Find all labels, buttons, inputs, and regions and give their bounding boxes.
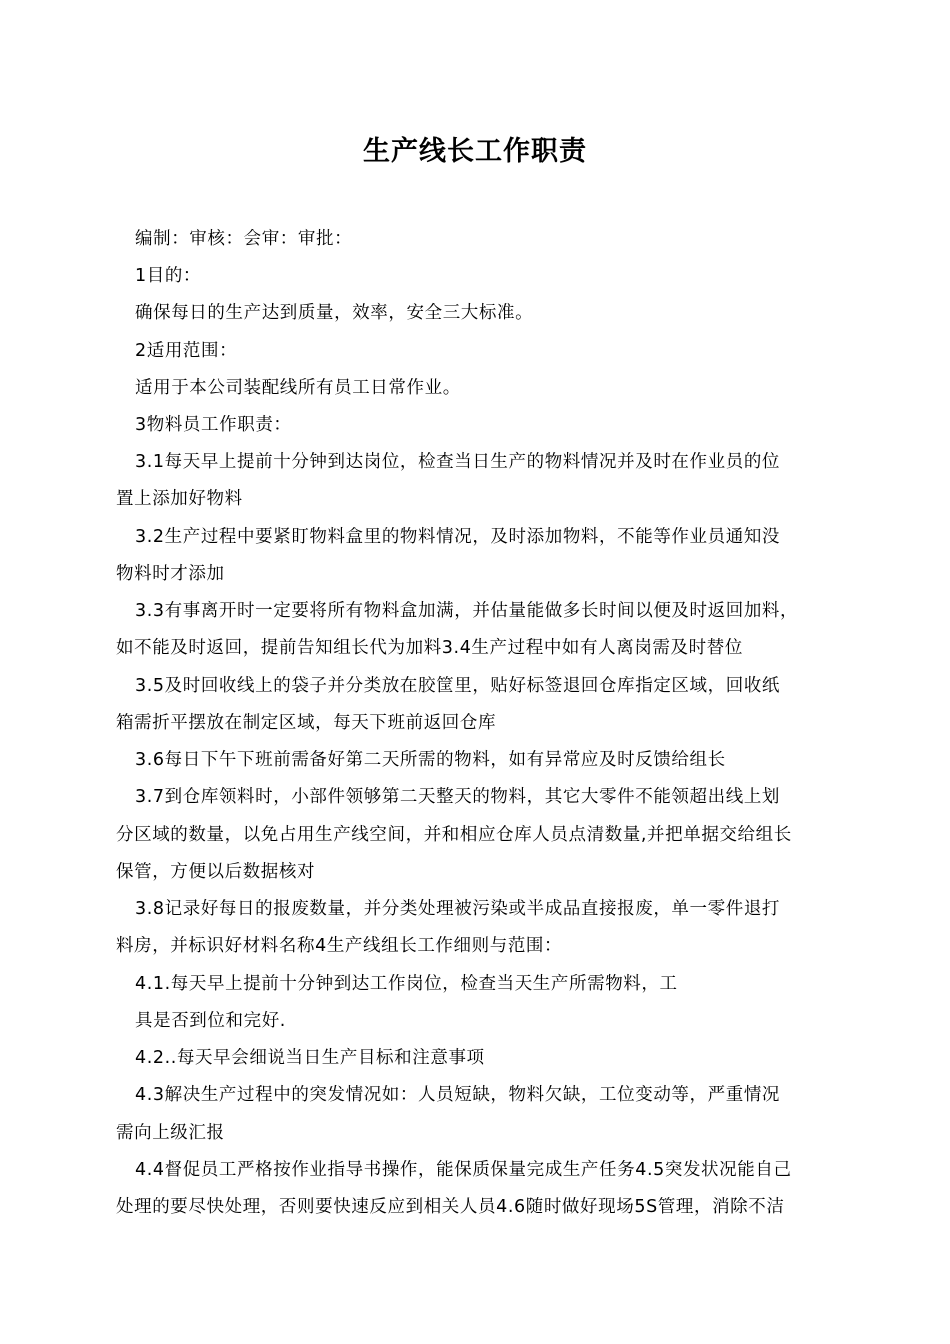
paragraph-line: 3.3有事离开时一定要将所有物料盒加满，并估量能做多长时间以便及时返回加料， (135, 601, 799, 621)
paragraph-line: 如不能及时返回，提前告知组长代为加料3.4生产过程中如有人离岗需及时替位 (116, 638, 743, 658)
paragraph-line: 4.4督促员工严格按作业指导书操作，能保质保量完成生产任务4.5突发状况能自己 (135, 1160, 792, 1180)
paragraph-line: 3.1每天早上提前十分钟到达岗位，检查当日生产的物料情况并及时在作业员的位 (135, 452, 781, 472)
paragraph-line: 4.1.每天早上提前十分钟到达工作岗位，检查当天生产所需物料，工 (135, 974, 678, 994)
paragraph-line: 置上添加好物料 (116, 489, 243, 509)
paragraph-line: 适用于本公司装配线所有员工日常作业。 (135, 378, 461, 398)
paragraph-line: 3.6每日下午下班前需备好第二天所需的物料，如有异常应及时反馈给组长 (135, 750, 726, 770)
paragraph-line: 具是否到位和完好. (135, 1011, 286, 1031)
paragraph-line: 料房，并标识好材料名称4生产线组长工作细则与范围： (116, 936, 563, 956)
paragraph-line: 箱需折平摆放在制定区域，每天下班前返回仓库 (116, 713, 497, 733)
paragraph-line: 4.2..每天早会细说当日生产目标和注意事项 (135, 1048, 485, 1068)
paragraph-line: 处理的要尽快处理，否则要快速反应到相关人员4.6随时做好现场5S管理，消除不洁 (116, 1197, 785, 1217)
paragraph-line: 3.8记录好每日的报废数量，并分类处理被污染或半成品直接报废，单一零件退打 (135, 899, 781, 919)
approval-line: 编制：审核：会审：审批： (135, 229, 353, 249)
paragraph-line: 确保每日的生产达到质量，效率，安全三大标准。 (135, 303, 534, 323)
paragraph-line: 保管，方便以后数据核对 (116, 862, 316, 882)
paragraph-line: 3.7到仓库领料时，小部件领够第二天整天的物料，其它大零件不能领超出线上划 (135, 787, 781, 807)
paragraph-line: 物料时才添加 (116, 564, 225, 584)
section-heading: 2适用范围： (135, 341, 238, 361)
paragraph-line: 4.3解决生产过程中的突发情况如：人员短缺，物料欠缺，工位变动等，严重情况 (135, 1085, 781, 1105)
paragraph-line: 3.5及时回收线上的袋子并分类放在胶筐里，贴好标签退回仓库指定区域，回收纸 (135, 676, 781, 696)
paragraph-line: 分区域的数量，以免占用生产线空间，并和相应仓库人员点清数量,并把单据交给组长 (116, 825, 792, 845)
paragraph-line: 3.2生产过程中要紧盯物料盒里的物料情况，及时添加物料，不能等作业员通知没 (135, 527, 781, 547)
section-heading: 3物料员工作职责： (135, 415, 292, 435)
document-title: 生产线长工作职责 (363, 136, 587, 167)
section-heading: 1目的： (135, 266, 202, 286)
paragraph-line: 需向上级汇报 (116, 1123, 225, 1143)
